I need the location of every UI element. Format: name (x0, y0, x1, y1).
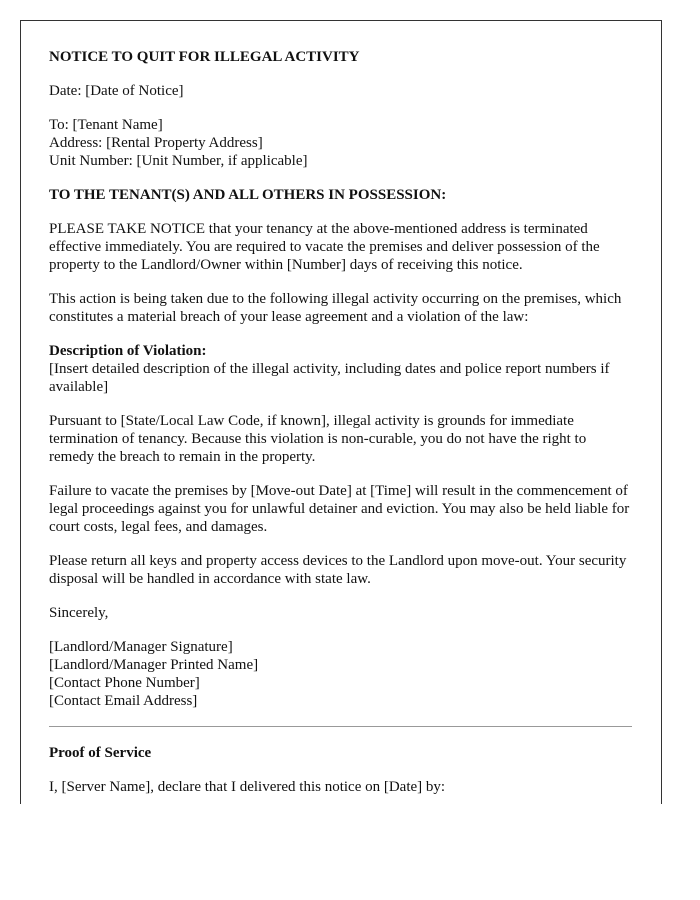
violation-heading: Description of Violation: (49, 343, 207, 359)
signature-block (49, 638, 632, 710)
violation-block (49, 342, 632, 396)
reason-paragraph: This action is being taken due to the following illegal activity occurring on the premises, which constitutes a material breach of your lease agreement and a violation of the law: (49, 291, 622, 325)
notice-paragraph: PLEASE TAKE NOTICE that your tenancy at the above-mentioned address is terminated effective immediately. You are required to vacate the premises and deliver possession of the property to the Landlord/Owner within [Number] days of receiving this notice. (49, 221, 600, 273)
recipient-block (49, 116, 632, 170)
document-title: NOTICE TO QUIT FOR ILLEGAL ACTIVITY (49, 49, 360, 65)
contact-phone: [Contact Phone Number] (49, 675, 200, 691)
notice-document (20, 20, 662, 804)
violation-text: [Insert detailed description of the illegal activity, including dates and police report numbers if available] (49, 361, 610, 395)
failure-paragraph: Failure to vacate the premises by [Move-out Date] at [Time] will result in the commencement of legal proceedings against you for unlawful detainer and eviction. You may also be held liable for court costs, legal fees, and damages. (49, 483, 630, 535)
recipient-address: Address: [Rental Property Address] (49, 135, 263, 151)
proof-text: I, [Server Name], declare that I delivered this notice on [Date] by: (49, 779, 446, 795)
closing: Sincerely, (49, 605, 109, 621)
salutation-heading: TO THE TENANT(S) AND ALL OTHERS IN POSSESSION: (49, 187, 447, 203)
printed-name: [Landlord/Manager Printed Name] (49, 657, 259, 673)
recipient-name: To: [Tenant Name] (49, 117, 163, 133)
contact-email: [Contact Email Address] (49, 693, 198, 709)
return-paragraph: Please return all keys and property access devices to the Landlord upon move-out. Your security disposal will be handled in accordance with state law. (49, 553, 627, 587)
pursuant-paragraph: Pursuant to [State/Local Law Code, if known], illegal activity is grounds for immediate termination of tenancy. Because this violation is non-curable, you do not have the right to remedy the breach to remain in the property. (49, 413, 587, 465)
recipient-unit: Unit Number: [Unit Number, if applicable] (49, 153, 308, 169)
notice-date: Date: [Date of Notice] (49, 83, 184, 99)
section-divider (49, 726, 632, 727)
proof-heading: Proof of Service (49, 745, 152, 761)
signature-line: [Landlord/Manager Signature] (49, 639, 233, 655)
